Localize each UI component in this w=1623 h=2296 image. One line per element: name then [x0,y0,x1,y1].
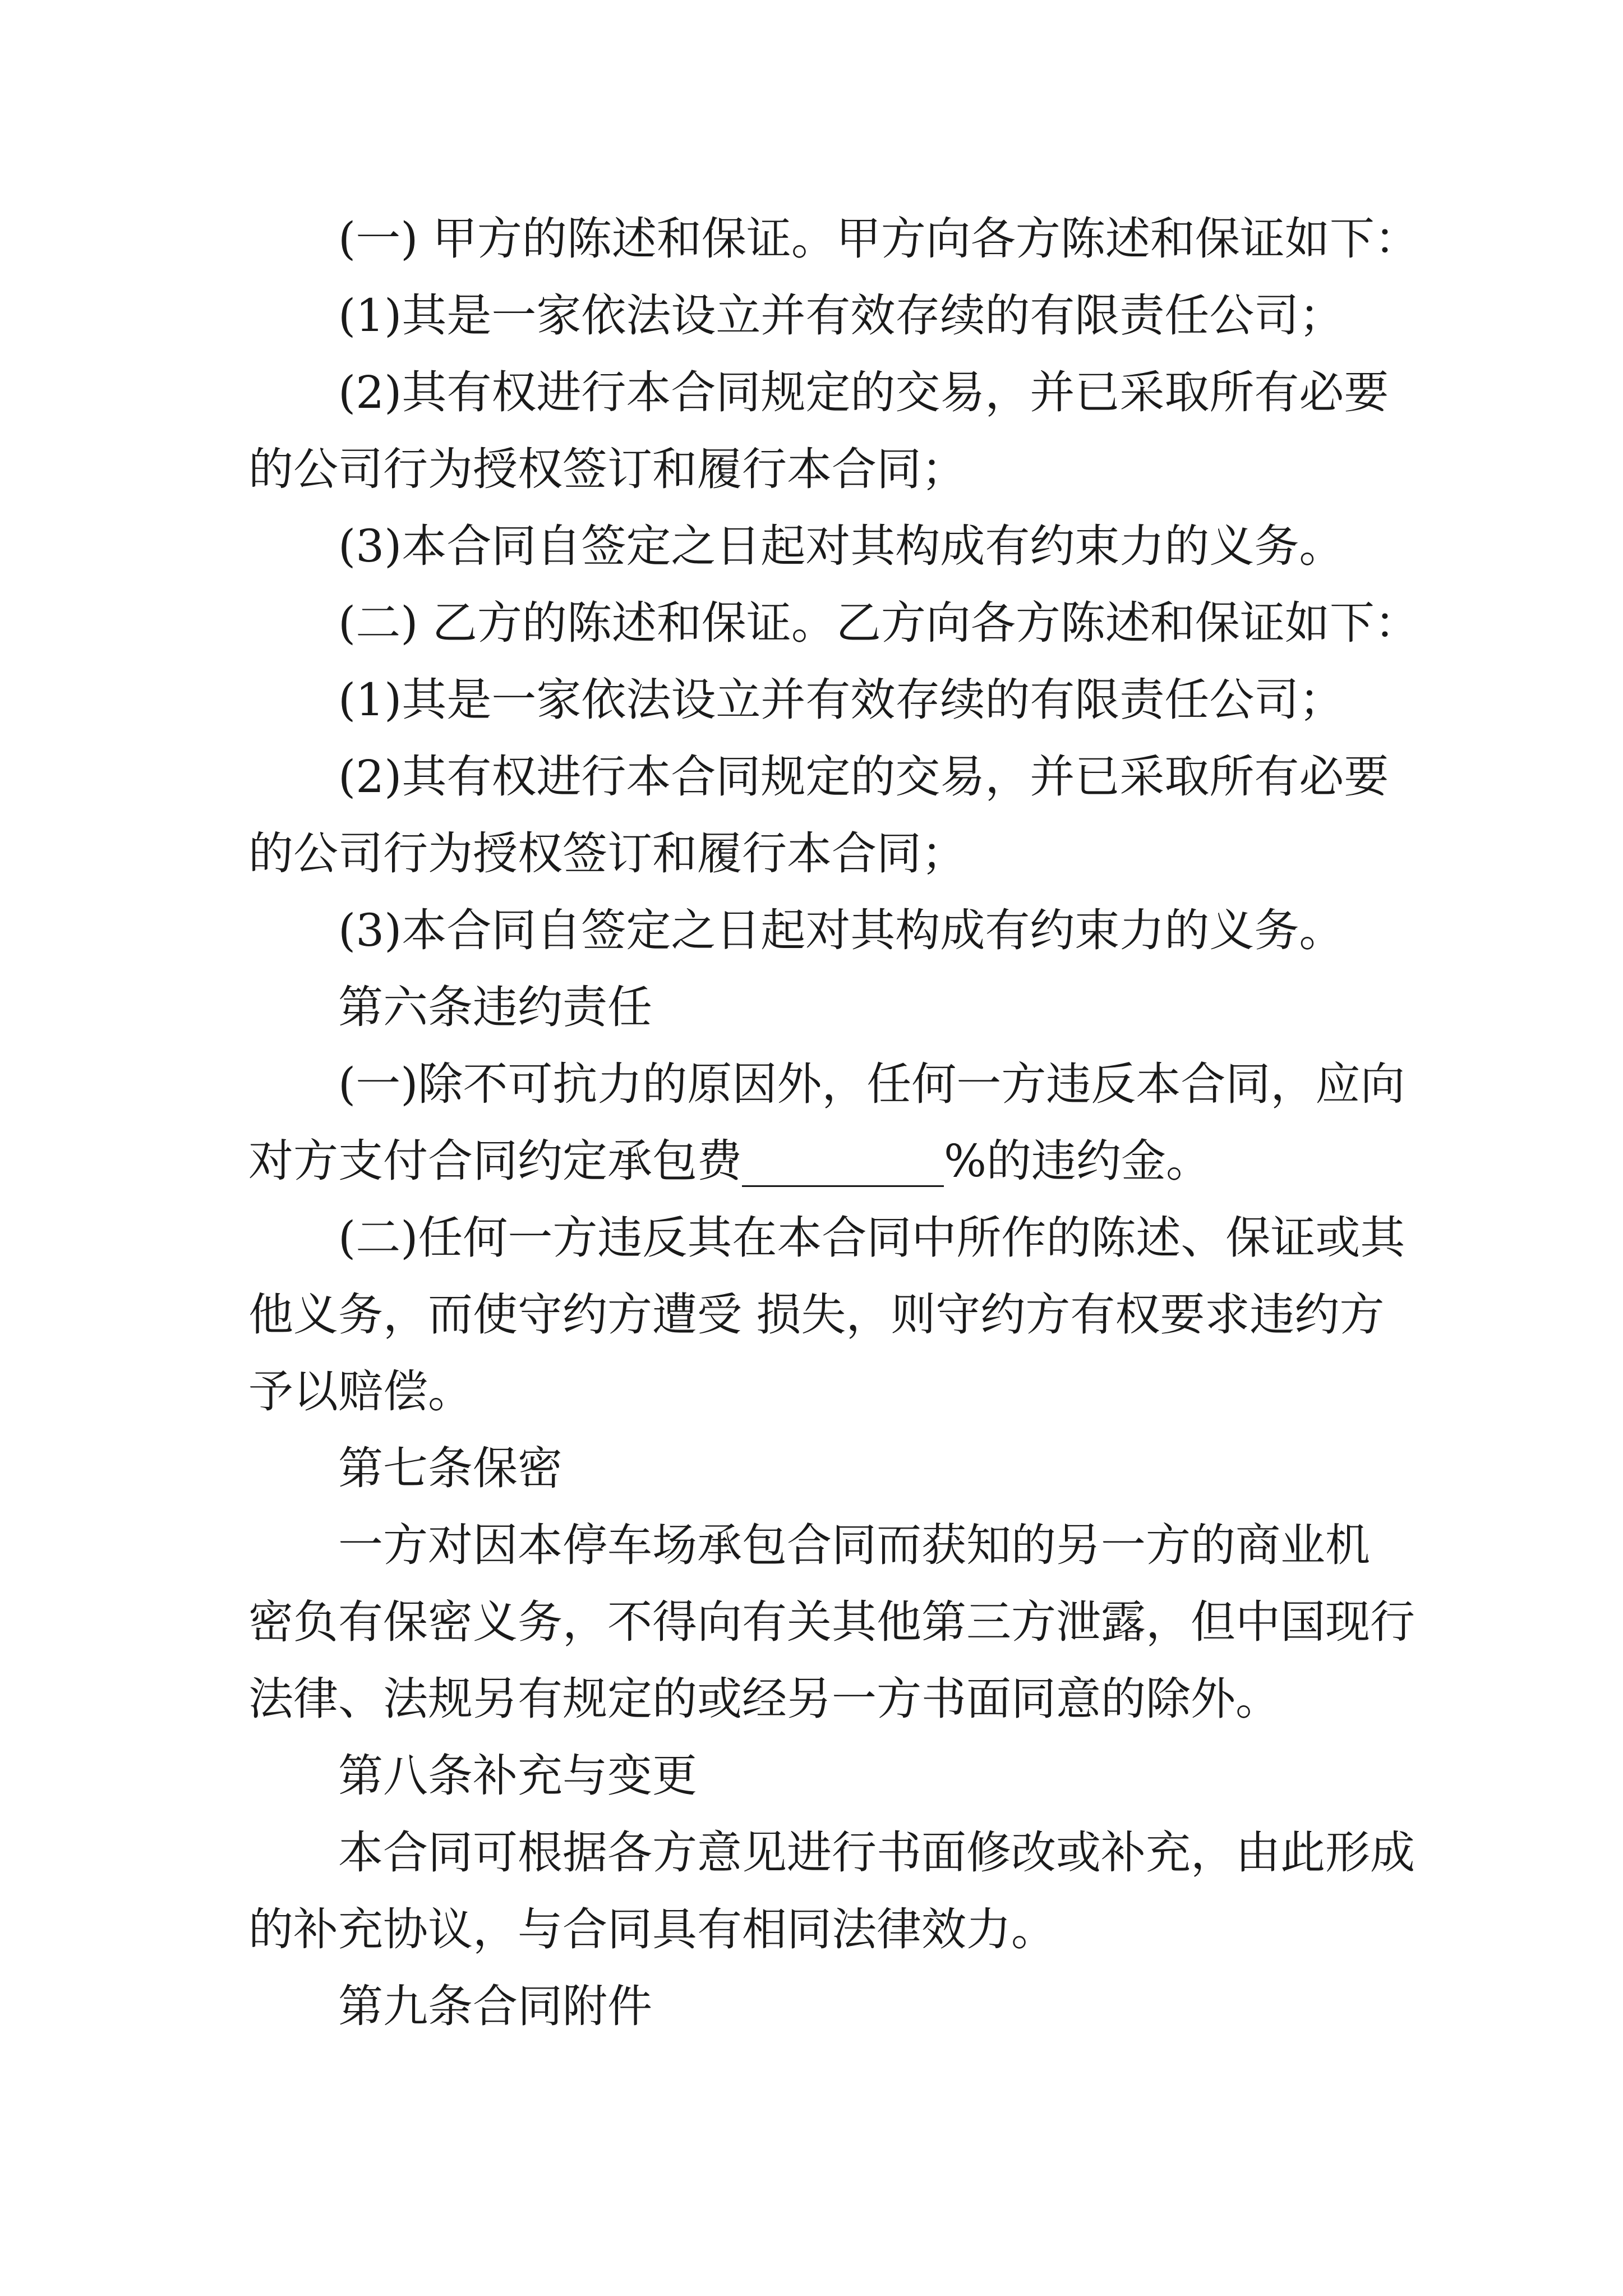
paragraph-line: 对方支付合同约定承包费_________%的违约金。 [248,1135,1211,1187]
paragraph-item [248,1046,1426,1199]
paragraph-body [248,1814,1426,1968]
paragraph-line: (一)除不可抗力的原因外，任何一方违反本合同，应向 [338,1058,1405,1110]
paragraph-line: 他义务，而使守约方遭受 损失，则守约方有权要求违约方 [248,1289,1385,1341]
paragraph-line: (二)任何一方违反其在本合同中所作的陈述、保证或其 [338,1212,1405,1264]
paragraph-line: 的补充协议，与合同具有相同法律效力。 [248,1903,1056,1955]
paragraph-line: 密负有保密义务，不得向有关其他第三方泄露，但中国现行 [248,1596,1415,1648]
paragraph-line: (1)其是一家依法设立并有效存续的有限责任公司； [338,289,1344,342]
paragraph-line: (二) 乙方的陈述和保证。乙方向各方陈述和保证如下： [338,597,1419,649]
paragraph-line: (3)本合同自签定之日起对其构成有约束力的义务。 [338,520,1344,572]
clause-heading-text: 第九条合同附件 [338,1980,652,2032]
document-body [248,200,1426,2045]
paragraph-item [248,277,1426,354]
clause-heading-text: 第八条补充与变更 [338,1750,697,1802]
paragraph-line: 的公司行为授权签订和履行本合同； [248,443,966,495]
paragraph-line: 予以赔偿。 [248,1365,473,1418]
paragraph-line: (1)其是一家依法设立并有效存续的有限责任公司； [338,674,1344,726]
paragraph-item [248,354,1426,508]
paragraph-party-a-representations [248,200,1426,277]
paragraph-line: (3)本合同自签定之日起对其构成有约束力的义务。 [338,904,1344,956]
paragraph-item [248,1199,1426,1430]
paragraph-line: 的公司行为授权签订和履行本合同； [248,827,966,880]
paragraph-party-b-representations [248,585,1426,661]
clause-heading [248,1737,1426,1814]
paragraph-item [248,661,1426,738]
paragraph-item [248,892,1426,969]
paragraph-line: 一方对因本停车场承包合同而获知的另一方的商业机 [338,1519,1370,1571]
clause-heading-text: 第六条违约责任 [338,981,652,1033]
paragraph-item [248,508,1426,585]
paragraph-line: (2)其有权进行本合同规定的交易，并已采取所有必要 [338,751,1389,803]
paragraph-item [248,738,1426,892]
clause-heading [248,969,1426,1046]
clause-heading [248,1430,1426,1507]
paragraph-line: 法律、法规另有规定的或经另一方书面同意的除外。 [248,1673,1280,1725]
paragraph-line: (2)其有权进行本合同规定的交易，并已采取所有必要 [338,366,1389,418]
paragraph-line: (一) 甲方的陈述和保证。甲方向各方陈述和保证如下： [338,213,1419,265]
paragraph-line: 本合同可根据各方意见进行书面修改或补充，由此形成 [338,1826,1415,1879]
paragraph-body [248,1507,1426,1737]
clause-heading [248,1968,1426,2045]
clause-heading-text: 第七条保密 [338,1442,562,1494]
